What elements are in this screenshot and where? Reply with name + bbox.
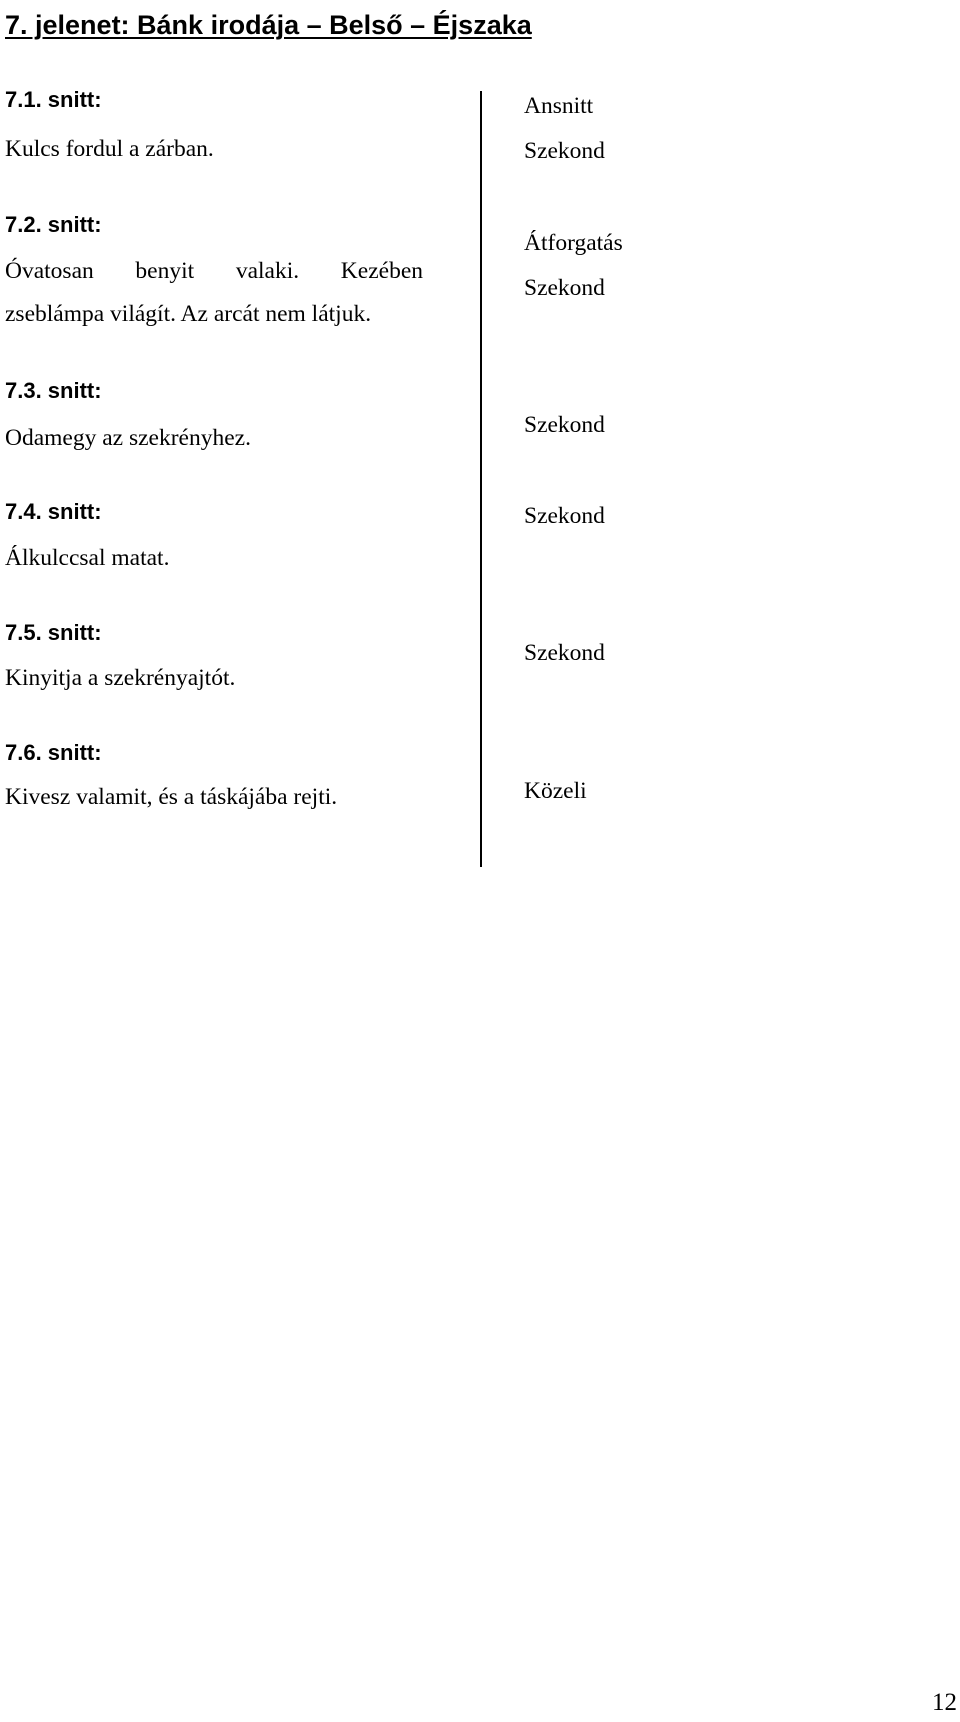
shot-description-line: Óvatosan benyit valaki. Kezében — [5, 258, 423, 284]
column-divider — [480, 91, 482, 867]
shot-number: 7.3. snitt: — [5, 378, 102, 403]
shot-number: 7.5. snitt: — [5, 620, 102, 645]
shot-number: 7.6. snitt: — [5, 740, 102, 765]
shot-number: 7.1. snitt: — [5, 87, 102, 112]
shot-camera-note: Szekond — [524, 138, 605, 164]
shot-camera-note: Közeli — [524, 778, 587, 804]
scene-title: 7. jelenet: Bánk irodája – Belső – Éjszaka — [5, 10, 532, 40]
shot-description: Kinyitja a szekrényajtót. — [5, 665, 236, 691]
shot-camera-note: Ansnitt — [524, 93, 594, 119]
shot-description — [5, 250, 423, 336]
shot-camera-note: Szekond — [524, 640, 605, 666]
shot-description: Kulcs fordul a zárban. — [5, 136, 214, 162]
shot-camera-note: Szekond — [524, 275, 605, 301]
page-number: 12 — [932, 1689, 957, 1716]
shot-description: Kivesz valamit, és a táskájába rejti. — [5, 784, 338, 810]
shot-description: Álkulccsal matat. — [5, 545, 170, 571]
shot-description: Odamegy az szekrényhez. — [5, 425, 251, 451]
shot-camera-note: Átforgatás — [524, 230, 623, 256]
shot-number: 7.2. snitt: — [5, 212, 102, 237]
shot-camera-note: Szekond — [524, 503, 605, 529]
shot-number: 7.4. snitt: — [5, 499, 102, 524]
shot-camera-note: Szekond — [524, 412, 605, 438]
shot-description-line: zseblámpa világít. Az arcát nem látjuk. — [5, 301, 372, 327]
